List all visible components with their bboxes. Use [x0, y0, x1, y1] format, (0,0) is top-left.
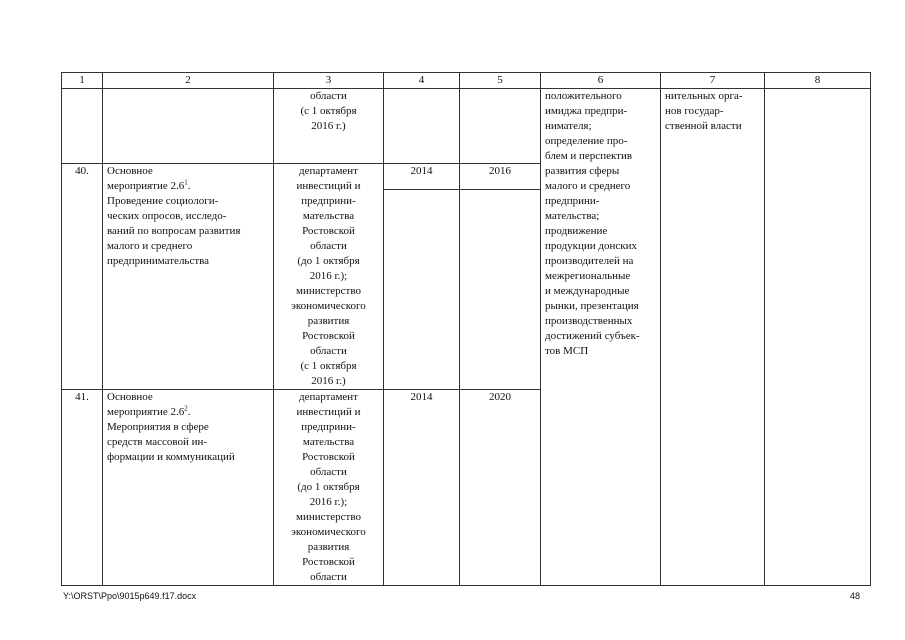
col-header-4: 4 — [384, 73, 460, 89]
measure-label: Основное — [107, 165, 153, 177]
cont-cell-executor — [274, 89, 384, 164]
col-header-8: 8 — [765, 73, 871, 89]
measure-code-dot: . — [187, 406, 191, 418]
cont-cell-end — [460, 89, 541, 164]
relation-cell — [661, 89, 765, 586]
col-header-7: 7 — [661, 73, 765, 89]
col-header-6: 6 — [541, 73, 661, 89]
cont-cell-title — [103, 89, 274, 164]
results-cell — [541, 89, 661, 586]
measure-title — [103, 390, 274, 586]
col-header-1: 1 — [62, 73, 103, 89]
notes-cell — [765, 89, 871, 586]
end-year: 2020 — [460, 390, 541, 586]
row-number: 40. — [62, 164, 103, 390]
executor-cell — [274, 164, 384, 390]
file-path: Y:\ORST\Ppo\9015p649.f17.docx — [63, 591, 197, 601]
measure-code-text: мероприятие 2.6 — [107, 406, 185, 418]
measure-code-sup: 2 — [184, 404, 188, 413]
cont-cell-num — [62, 89, 103, 164]
measure-title — [103, 164, 274, 390]
executor-cell — [274, 390, 384, 586]
executor-text: департамент инвестиций и предприни- мательства Ростовской области (до 1 октября 2016 г.); министерство экономического развития Ростовской области — [291, 391, 366, 583]
measure-code — [107, 179, 269, 194]
results-text: положительного имиджа предпри- нимателя; определение про- блем и перспектив развития сферы малого и среднего предприни- мательства; продвижение продукции донских производителей на межрегиональные и международные рынки, презентация производственных достижений субъек- тов МСП — [545, 90, 640, 357]
start-year: 2014 — [384, 390, 460, 586]
measure-label: Основное — [107, 391, 153, 403]
end-year-empty — [460, 189, 541, 389]
cont-cell-start — [384, 89, 460, 164]
measure-description: Мероприятия в сфере средств массовой ин- формации и коммуникаций — [107, 421, 235, 463]
measure-code-sup: 1 — [184, 178, 188, 187]
measure-code — [107, 405, 269, 420]
measure-description: Проведение социологи- ческих опросов, исследо- ваний по вопросам развития малого и среднего предпринимательства — [107, 195, 241, 267]
col-header-5: 5 — [460, 73, 541, 89]
measure-code-text: мероприятие 2.6 — [107, 180, 185, 192]
relation-text: нительных орга- нов государ- ственной власти — [665, 90, 743, 132]
measure-code-dot: . — [187, 180, 191, 192]
col-header-2: 2 — [103, 73, 274, 89]
continuation-row — [62, 89, 871, 164]
header-row — [62, 73, 871, 89]
executor-text: департамент инвестиций и предприни- мательства Ростовской области (до 1 октября 2016 г.); министерство экономического развития Ростовской области (с 1 октября 2016 г.) — [291, 165, 366, 387]
start-year: 2014 — [384, 164, 460, 190]
col-header-3: 3 — [274, 73, 384, 89]
page-number: 48 — [850, 591, 861, 601]
end-year: 2016 — [460, 164, 541, 190]
start-year-empty — [384, 189, 460, 389]
cont-executor-text: области (с 1 октября 2016 г.) — [300, 90, 357, 132]
row-number: 41. — [62, 390, 103, 586]
program-table — [61, 72, 871, 586]
